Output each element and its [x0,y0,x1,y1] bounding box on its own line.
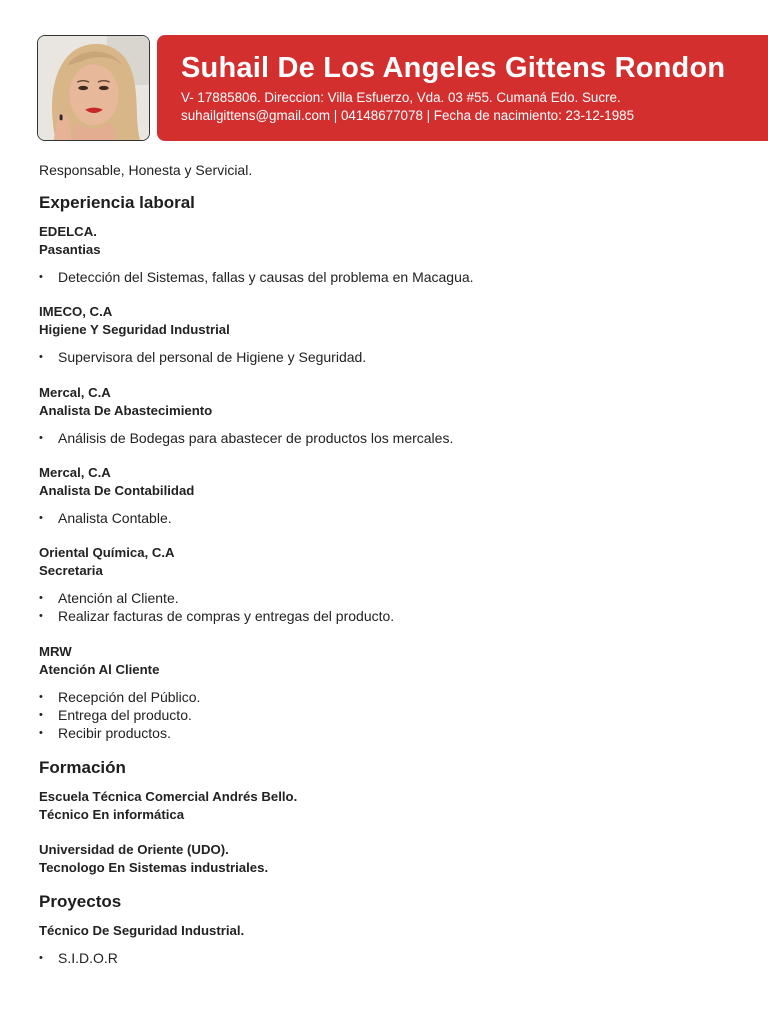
experience-bullet: • Atención al Cliente. [39,589,739,607]
experience-bullet-list [39,509,739,527]
experience-role: Analista De Contabilidad [39,482,195,498]
experience-section [39,192,739,743]
experience-organization: IMECO, C.A [39,304,113,320]
section-title-projects: Proyectos [39,891,122,911]
experience-role: Secretaria [39,563,103,579]
experience-bullet: • Detección del Sistemas, fallas y causas del problema en Macagua. [39,268,739,286]
experience-bullet: • Entrega del producto. [39,706,739,724]
contact-line-email-phone-birth: suhailgittens@gmail.com | 04148677078 | Fecha de nacimiento: 23-12-1985 [181,108,635,123]
experience-entry [39,464,739,527]
experience-bullet: • Analista Contable. [39,509,739,527]
experience-role: Pasantias [39,242,101,257]
resume-content [39,161,739,984]
project-name: Técnico De Seguridad Industrial. [39,922,245,938]
education-entry [39,841,739,877]
experience-bullet: • Recibir productos. [39,724,739,742]
experience-list [39,223,739,743]
header-banner [157,35,768,141]
education-school: Escuela Técnica Comercial Andrés Bello. [39,788,298,804]
summary-text: Responsable, Honesta y Servicial. [39,162,253,178]
experience-role: Analista De Abastecimiento [39,402,213,418]
experience-bullet: • Supervisora del personal de Higiene y Seguridad. [39,348,739,366]
experience-role: Atención Al Cliente [39,661,160,677]
experience-organization: Mercal, C.A [39,464,111,480]
projects-section [39,891,739,967]
education-section [39,757,739,877]
experience-bullet: • Realizar facturas de compras y entregas del producto. [39,607,739,625]
experience-entry [39,303,739,366]
experience-bullet: • Recepción del Público. [39,688,739,706]
project-bullet: • S.I.D.O.R [39,949,739,967]
section-title-education: Formación [39,757,126,777]
portrait-image [38,36,149,140]
contact-line-id-address: V- 17885806. Direccion: Villa Esfuerzo, Vda. 03 #55. Cumaná Edo. Sucre. [181,90,621,105]
experience-bullet-list [39,429,739,447]
education-degree: Tecnologo En Sistemas industriales. [39,859,269,875]
education-list [39,788,739,877]
experience-entry [39,643,739,743]
experience-bullet-list [39,268,739,286]
experience-entry [39,223,739,286]
experience-bullet-list [39,589,739,626]
experience-role: Higiene Y Seguridad Industrial [39,322,230,338]
education-degree: Técnico En informática [39,806,185,822]
experience-organization: MRW [39,643,72,659]
experience-bullet-list [39,688,739,743]
experience-entry [39,384,739,447]
experience-organization: Oriental Química, C.A [39,545,175,561]
projects-list [39,922,739,967]
section-title-experience: Experiencia laboral [39,193,195,212]
education-school: Universidad de Oriente (UDO). [39,841,229,857]
candidate-name: Suhail De Los Angeles Gittens Rondon [181,52,726,84]
project-entry [39,922,739,967]
experience-entry [39,544,739,626]
education-entry [39,788,739,824]
experience-bullet-list [39,348,739,366]
project-bullet-list [39,949,739,967]
profile-photo [37,35,150,141]
experience-bullet: • Análisis de Bodegas para abastecer de productos los mercales. [39,429,739,447]
experience-organization: EDELCA. [39,224,97,239]
experience-organization: Mercal, C.A [39,384,111,400]
